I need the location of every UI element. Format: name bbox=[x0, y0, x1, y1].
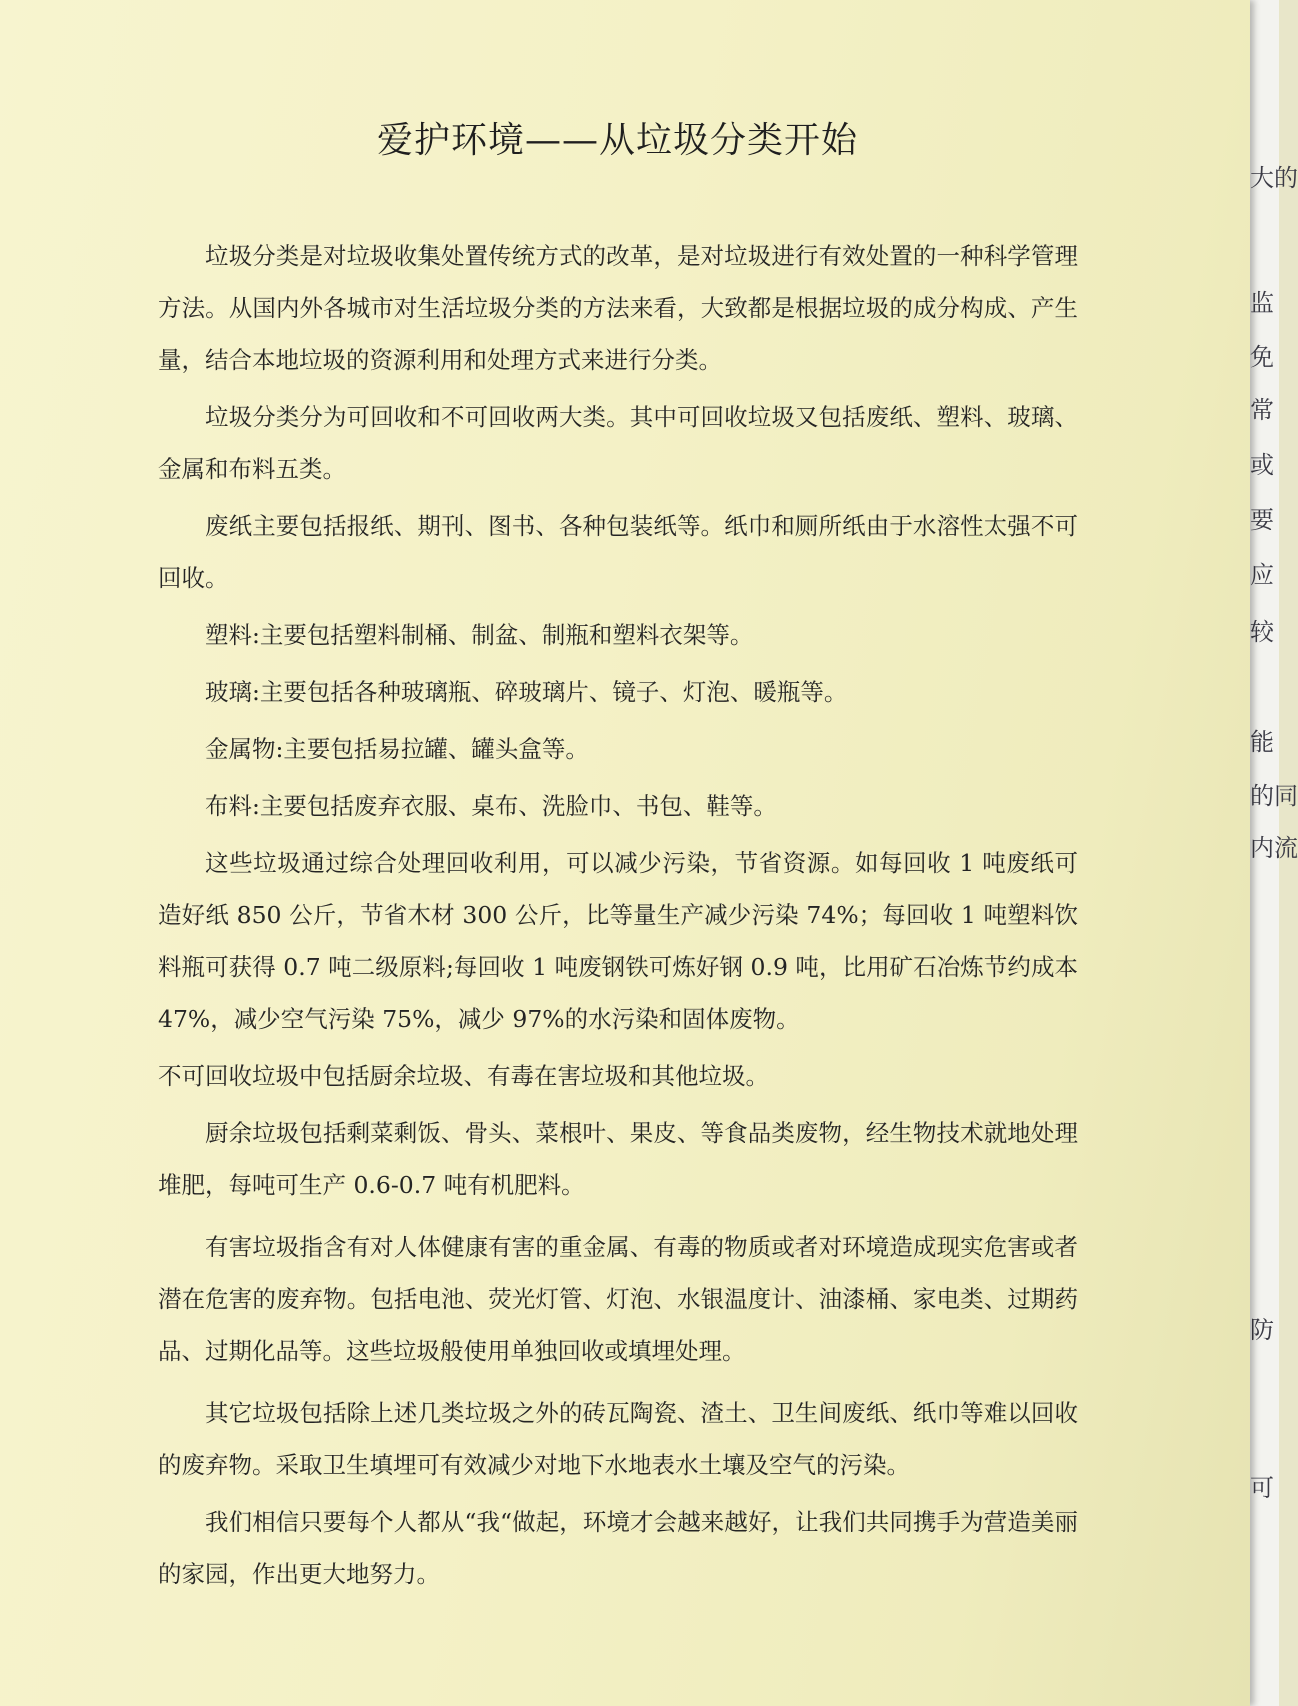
paragraph: 其它垃圾包括除上述几类垃圾之外的砖瓦陶瓷、渣土、卫生间废纸、纸巾等难以回收的废弃物。采取卫生填埋可有效减少对地下水地表水土壤及空气的污染。 bbox=[158, 1399, 1078, 1479]
background-text-fragment: 或 bbox=[1250, 451, 1274, 479]
background-text-fragment: 应 bbox=[1250, 561, 1274, 589]
background-text-fragment: 防 bbox=[1250, 1316, 1274, 1344]
document-body bbox=[158, 230, 1078, 1605]
paragraph: 金属物:主要包括易拉罐、罐头盒等。 bbox=[205, 735, 589, 763]
paragraph: 玻璃:主要包括各种玻璃瓶、碎玻璃片、镜子、灯泡、暖瓶等。 bbox=[205, 678, 848, 706]
paragraph: 我们相信只要每个人都从“我“做起，环境才会越来越好，让我们共同携手为营造美丽的家园，作出更大地努力。 bbox=[158, 1508, 1078, 1588]
background-text-fragment: 大的 bbox=[1250, 164, 1298, 192]
paragraph: 厨余垃圾包括剩菜剩饭、骨头、菜根叶、果皮、等食品类废物，经生物技术就地处理堆肥，每吨可生产 0.6-0.7 吨有机肥料。 bbox=[158, 1119, 1078, 1199]
paragraph: 垃圾分类是对垃圾收集处置传统方式的改革，是对垃圾进行有效处置的一种科学管理方法。从国内外各城市对生活垃圾分类的方法来看，大致都是根据垃圾的成分构成、产生量，结合本地垃圾的资源利用和处理方式来进行分类。 bbox=[158, 242, 1078, 374]
paragraph: 这些垃圾通过综合处理回收利用，可以减少污染，节省资源。如每回收 1 吨废纸可造好纸 850 公斤，节省木材 300 公斤，比等量生产减少污染 74%；每回收 1 吨塑料饮料瓶可获得 0.7 吨二级原料;每回收 1 吨废钢铁可炼好钢 0.9 吨，比用矿石冶炼节约成本 47%，减少空气污染 75%，减少 97%的水污染和固体废物。 bbox=[158, 849, 1078, 1033]
paragraph: 垃圾分类分为可回收和不可回收两大类。其中可回收垃圾又包括废纸、塑料、玻璃、金属和布料五类。 bbox=[158, 403, 1078, 483]
paragraph: 有害垃圾指含有对人体健康有害的重金属、有毒的物质或者对环境造成现实危害或者潜在危害的废弃物。包括电池、荧光灯管、灯泡、水银温度计、油漆桶、家电类、过期药品、过期化品等。这些垃圾般使用单独回收或填埋处理。 bbox=[158, 1233, 1078, 1365]
paragraph: 不可回收垃圾中包括厨余垃圾、有毒在害垃圾和其他垃圾。 bbox=[158, 1062, 769, 1090]
paragraph: 塑料:主要包括塑料制桶、制盆、制瓶和塑料衣架等。 bbox=[205, 621, 754, 649]
background-text-fragment: 监 bbox=[1250, 289, 1274, 317]
background-text-fragment: 的同 bbox=[1250, 782, 1298, 810]
background-text-fragment: 能 bbox=[1250, 728, 1274, 756]
background-text-fragment: 内流 bbox=[1250, 834, 1298, 862]
background-text-fragment: 要 bbox=[1250, 506, 1274, 534]
background-text-fragment: 免 bbox=[1250, 343, 1274, 371]
page-title: 爱护环境——从垃圾分类开始 bbox=[376, 120, 858, 161]
background-text-fragment: 常 bbox=[1250, 396, 1274, 424]
background-text-fragment: 较 bbox=[1250, 618, 1274, 646]
background-text-fragment: 可 bbox=[1250, 1474, 1274, 1502]
paragraph: 废纸主要包括报纸、期刊、图书、各种包装纸等。纸巾和厕所纸由于水溶性太强不可回收。 bbox=[158, 512, 1078, 592]
paragraph: 布料:主要包括废弃衣服、桌布、洗脸巾、书包、鞋等。 bbox=[205, 792, 777, 820]
